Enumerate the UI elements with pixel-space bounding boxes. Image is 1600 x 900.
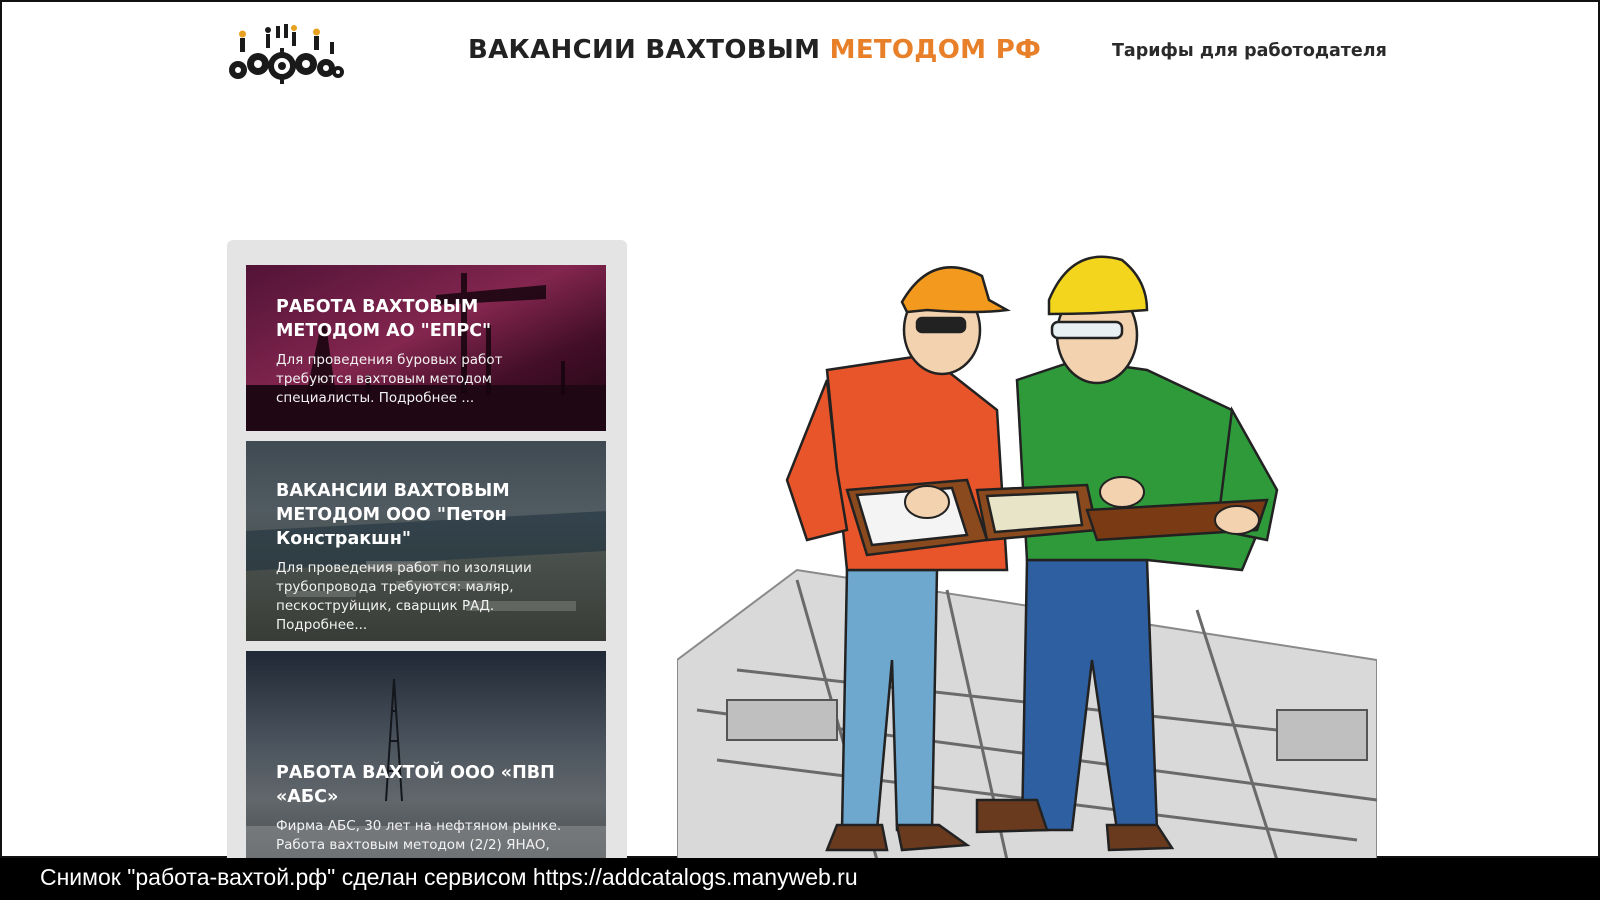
vacancy-card-title: РАБОТА ВАХТОВЫМ МЕТОДОМ АО "ЕПРС": [276, 297, 492, 341]
site-title-accent: МЕТОДОМ РФ: [829, 35, 1042, 65]
vacancy-card[interactable]: [246, 651, 606, 880]
vacancy-card-description: Для проведения буровых работ требуются вахтовым методом специалисты. Подробнее ...: [276, 352, 503, 406]
screenshot-caption-text: Снимок "работа-вахтой.рф" сделан сервисом https://addcatalogs.manyweb.ru: [40, 864, 858, 890]
vacancies-panel: [227, 240, 627, 880]
tariffs-for-employer-link[interactable]: Тарифы для работодателя: [1112, 41, 1387, 61]
vacancy-card-title: РАБОТА ВАХТОЙ ООО «ПВП «АБС»: [276, 763, 555, 807]
vacancy-card[interactable]: [246, 265, 606, 431]
site-title[interactable]: [468, 35, 1041, 65]
vacancy-card[interactable]: [246, 441, 606, 641]
vacancy-card-description: Для проведения работ по изоляции трубопровода требуются: маляр, пескоструйщик, сварщик РАД. Подробнее...: [276, 560, 532, 633]
site-title-main: ВАКАНСИИ ВАХТОВЫМ: [468, 35, 830, 65]
vacancy-card-title: ВАКАНСИИ ВАХТОВЫМ МЕТОДОМ ООО "Петон Констракшн": [276, 481, 510, 549]
screenshot-caption-bar: [0, 858, 1600, 900]
vacancy-card-description: Фирма АБС, 30 лет на нефтяном рынке. Работа вахтовым методом (2/2) ЯНАО,: [276, 818, 562, 853]
gears-workers-logo-icon[interactable]: [226, 20, 346, 84]
two-workers-hardhats-illustration: [677, 240, 1377, 860]
